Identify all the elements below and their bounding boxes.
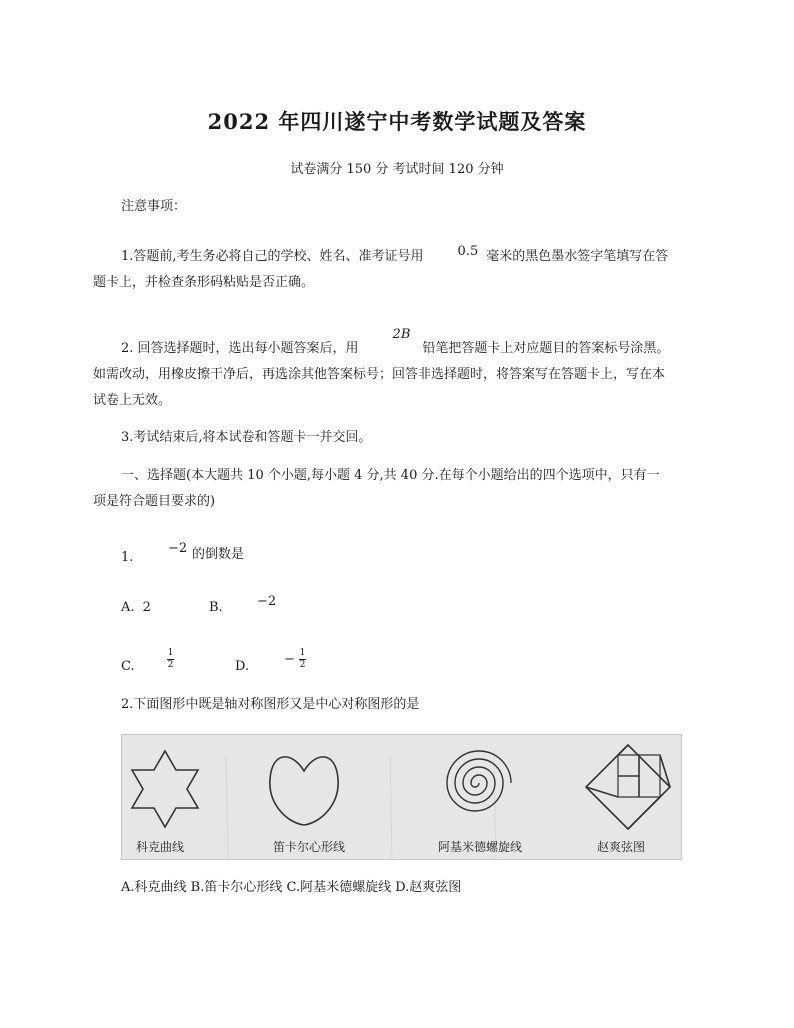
q1-math: −2: [168, 541, 188, 556]
q2-stem: 2.下面图形中既是轴对称图形又是中心对称图形的是: [121, 697, 420, 712]
caption-zhao-shuang: 赵爽弦图: [597, 840, 646, 854]
section-heading-cont: 项是符合题目要求的): [93, 494, 216, 509]
q1-option-c-fraction: [167, 648, 174, 671]
section-heading: 一、选择题(本大题共 10 个小题,每小题 4 分,共 40 分.在每个小题给出的四个选项中，只有一: [121, 468, 660, 483]
exam-info: 试卷满分 150 分 考试时间 120 分钟: [290, 162, 504, 177]
notice-item-2: [121, 327, 670, 360]
archimedean-spiral-shape: [447, 751, 511, 811]
zhao-shuang-diagram-shape: [586, 745, 670, 829]
q2-figure: [121, 734, 682, 860]
q1-number: 1.: [121, 550, 134, 565]
notice-item-2-math: 2B: [392, 327, 411, 342]
notice-item-1-cont: 题卡上，并检查条形码粘贴是否正确。: [93, 275, 315, 290]
q1-option-d-denominator: 2: [299, 660, 306, 670]
notice-item-2-cont: 如需改动，用橡皮擦干净后，再选涂其他答案标号；回答非选择题时，将答案写在答题卡上，写在本: [93, 367, 666, 382]
caption-spiral: 阿基米德螺旋线: [438, 840, 523, 854]
q1-option-c-numerator: 1: [167, 648, 174, 658]
koch-star-shape: [132, 751, 198, 827]
caption-cardioid: 笛卡尔心形线: [273, 840, 346, 854]
q1-option-a-label: A.: [121, 600, 135, 615]
q1-option-b-value: −2: [257, 594, 277, 609]
q1-option-c-label: C.: [121, 659, 135, 674]
notice-item-2-cont2: 试卷上无效。: [93, 393, 172, 408]
cardioid-shape: [270, 757, 338, 825]
notice-item-1-math: 0.5: [457, 244, 479, 259]
notice-item-1: [121, 246, 668, 268]
q1-option-d-numerator: 1: [299, 648, 306, 658]
page-title: 2022 年四川遂宁中考数学试题及答案: [207, 109, 587, 134]
q1-option-c-denominator: 2: [167, 660, 174, 670]
q2-options: A.科克曲线 B.笛卡尔心形线 C.阿基米德螺旋线 D.赵爽弦图: [121, 880, 462, 895]
q1-option-a-value: 2: [142, 600, 151, 615]
notice-item-3: 3.考试结束后,将本试卷和答题卡一并交回。: [121, 430, 372, 445]
notice-item-2-text-a: 2. 回答选择题时，选出每小题答案后，用: [121, 341, 359, 356]
q1-option-d-label: D.: [235, 659, 250, 674]
q1-option-b-label: B.: [209, 600, 223, 615]
q1-option-d-fraction: [284, 648, 306, 671]
notice-item-2-text-b: 铅笔把答题卡上对应题目的答案标号涂黑。: [422, 341, 670, 356]
notice-item-1-text-b: 毫米的黑色墨水签字笔填写在答: [486, 249, 669, 264]
q1-option-a: [121, 597, 151, 619]
q1-stem: 的倒数是: [192, 547, 245, 562]
caption-koch: 科克曲线: [136, 840, 185, 854]
notice-item-1-text-a: 1.答题前,考生务必将自己的学校、姓名、准考证号用: [121, 249, 424, 264]
notice-heading: 注意事项：: [121, 199, 187, 214]
q1-option-d-sign: −: [284, 652, 295, 667]
